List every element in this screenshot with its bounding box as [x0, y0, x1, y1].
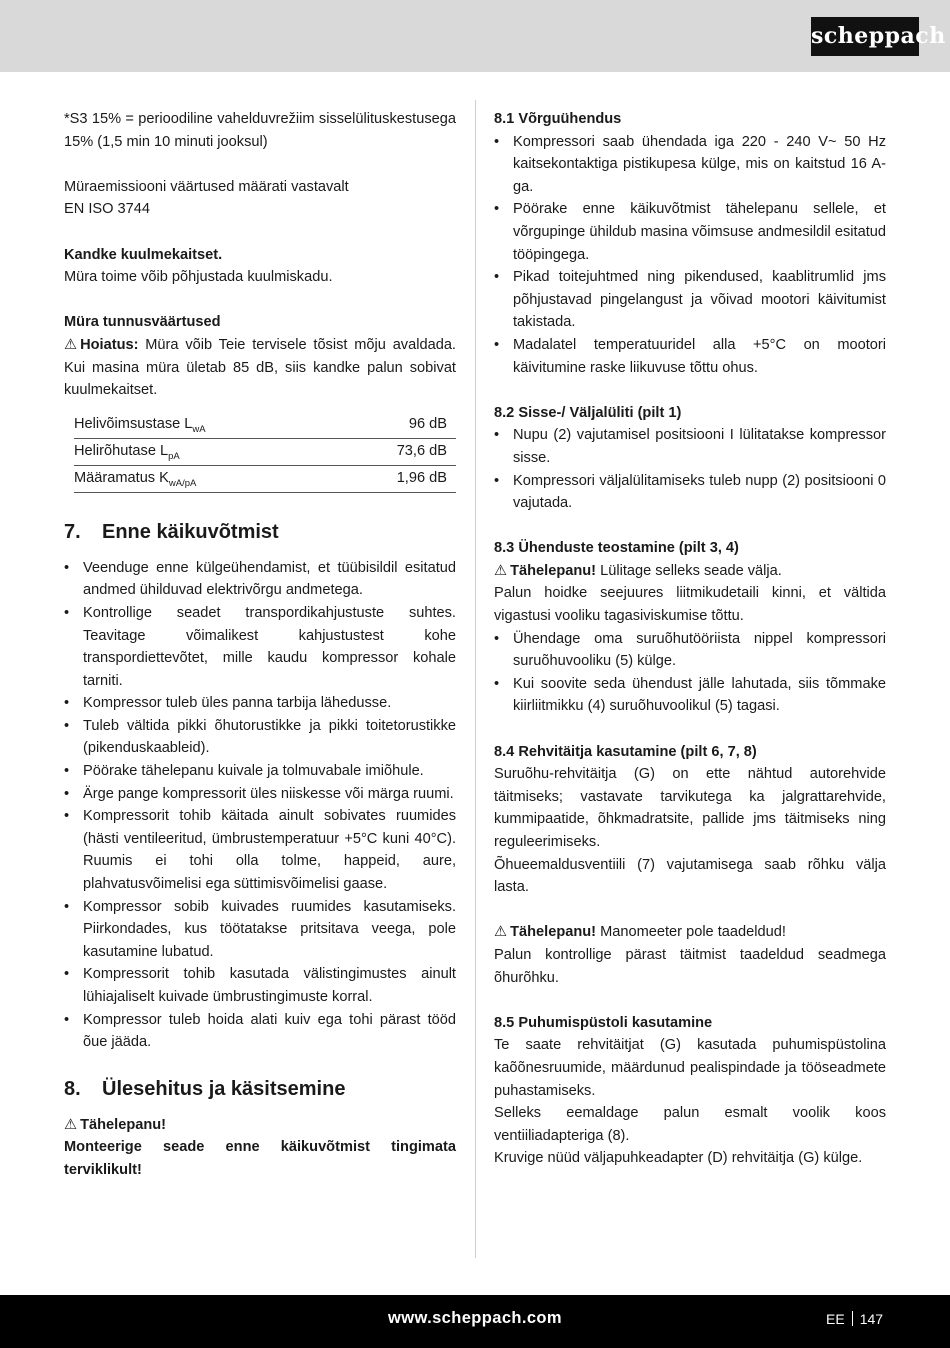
noise-measure-line1: Müraemissiooni väärtused määrati vastavalt — [64, 178, 349, 195]
list-item: • Ühendage oma suruõhutööriista nippel kompressori suruõhuvooliku (5) külge. — [494, 628, 886, 673]
section-8-2-list — [494, 424, 886, 514]
hearing-protection-text: Müra toime võib põhjustada kuulmiskadu. — [64, 269, 333, 286]
section-8-4-p2: Õhueemaldusventiili (7) vajutamisega saab rõhku välja lasta. — [494, 856, 886, 896]
noise-measure-line2: EN ISO 3744 — [64, 201, 150, 218]
list-item: • Kompressor tuleb hoida alati kuiv ega tohi pärast tööd õue jääda. — [64, 1009, 456, 1054]
scheppach-logo: scheppach — [811, 17, 919, 56]
noise-value: 96 dB — [337, 412, 456, 439]
list-item: • Nupu (2) vajutamisel positsiooni I lülitatakse kompressor sisse. — [494, 424, 886, 469]
language-code: EE — [826, 1311, 845, 1327]
section-8-5-p3: Kruvige nüüd väljapuhkeadapter (D) rehvitäitja (G) külge. — [494, 1150, 863, 1167]
list-item: • Madalatel temperatuuridel alla +5°C on mootori käivitumine raske liikuvuse tõttu ohus. — [494, 334, 886, 379]
warning-icon: ⚠ — [494, 924, 508, 941]
section-8-1-list — [494, 131, 886, 380]
section-8-4-warning: ⚠ Tähelepanu! Manomeeter pole taadeldud! — [494, 921, 886, 944]
noise-table — [74, 412, 456, 493]
table-row — [74, 438, 456, 465]
left-column — [64, 108, 456, 1182]
noise-values-title: Müra tunnusväärtused — [64, 314, 221, 331]
section-8-text: Monteerige seade enne käikuvõtmist tingimata terviklikult! — [64, 1139, 456, 1178]
hearing-protection-title: Kandke kuulmekaitset. — [64, 246, 223, 263]
header-bar — [0, 0, 950, 72]
page-indicator — [826, 1311, 883, 1327]
list-item: • Pikad toitejuhtmed ning pikendused, kaablitrumlid jms põhjustavad pingelangust ja võivad mootori käivitumist takistada. — [494, 266, 886, 334]
table-row — [74, 465, 456, 492]
section-8-4-p1: Suruõhu-rehvitäitja (G) on ette nähtud autorehvide täitmiseks; vastavate tarvikutega ka jalgrattarehvide, kummipaatide, õhkmadratsite, pallide jms täitmiseks ning reguleerimiseks. — [494, 766, 886, 850]
noise-label: Helirõhutase $L_{pA}$ — [74, 438, 337, 465]
noise-label: Helivõimsustase $L_{wA}$ — [74, 412, 337, 439]
list-item: • Kompressori väljalülitamiseks tuleb nupp (2) positsiooni 0 vajutada. — [494, 470, 886, 515]
warning-icon: ⚠ — [64, 1116, 78, 1133]
list-item: • Ärge pange kompressorit üles niiskesse või märga ruumi. — [64, 783, 456, 806]
right-column — [494, 108, 886, 1170]
list-item: • Kontrollige seadet transpordikahjustuste suhtes. Teavitage võimalikest kahjustustest kohe transpordiettevõtet, mille kaudu kompressor kohale tarniti. — [64, 602, 456, 692]
noise-value: 73,6 dB — [337, 438, 456, 465]
section-8-4-title: 8.4 Rehvitäitja kasutamine (pilt 6, 7, 8) — [494, 743, 757, 760]
section-7-list — [64, 557, 456, 1054]
noise-warning-label: Hoiatus: — [80, 336, 139, 353]
column-divider — [475, 100, 476, 1258]
table-row — [74, 412, 456, 439]
section-7-heading: 7. Enne käikuvõtmist — [64, 520, 279, 543]
section-8-5-title: 8.5 Puhumispüstoli kasutamine — [494, 1014, 713, 1031]
section-8-2-title: 8.2 Sisse-/ Väljalüliti (pilt 1) — [494, 404, 682, 421]
section-8-5-p2: Selleks eemaldage palun esmalt voolik koos ventiiliadapteriga (8). — [494, 1105, 886, 1144]
list-item: • Kompressor sobib kuivades ruumides kasutamiseks. Piirkondades, kus töötatakse pritsitava veega, pole kasutamine lubatud. — [64, 896, 456, 964]
list-item: • Tuleb vältida pikki õhutorustikke ja pikki toitetorustikke (pikenduskaableid). — [64, 715, 456, 760]
noise-value: 1,96 dB — [337, 465, 456, 492]
section-8-3-text: Palun hoidke seejuures liitmikudetaili kinni, et vältida vigastusi vooliku tagasiviskumise tõttu. — [494, 585, 886, 625]
noise-label: Määramatus $K_{wA/pA}$ — [74, 465, 337, 492]
list-item: • Kompressorit tohib kasutada välistingimustes ainult lühiajaliselt kuivade ümbrustingimuste korral. — [64, 963, 456, 1008]
website-link[interactable]: www.scheppach.com — [388, 1309, 562, 1327]
page-number: 147 — [859, 1311, 884, 1327]
list-item: • Pöörake tähelepanu kuivale ja tolmuvabale imiõhule. — [64, 760, 456, 783]
section-8-3-warning: ⚠ Tähelepanu! Lülitage selleks seade välja. — [494, 560, 886, 583]
section-8-3-title: 8.3 Ühenduste teostamine (pilt 3, 4) — [494, 540, 739, 557]
section-8-4-p3: Palun kontrollige pärast täitmist taadeldud seadmega õhurõhku. — [494, 946, 886, 986]
warning-icon: ⚠ — [64, 336, 78, 353]
section-8-3-list — [494, 628, 886, 718]
list-item: • Kompressor tuleb üles panna tarbija lähedusse. — [64, 692, 456, 715]
section-8-1-title: 8.1 Võrguühendus — [494, 111, 622, 127]
section-8-5-p1: Te saate rehvitäitjat (G) kasutada puhumispüstolina kaõõnesruumide, määrdunud pealispindade ja tööseadmete puhastamiseks. — [494, 1037, 886, 1099]
footer-bar — [0, 1295, 950, 1348]
separator — [852, 1311, 853, 1326]
s3-note: *S3 15% = perioodiline vahelduvrežiim sisselülituskestusega 15% (1,5 min 10 minuti jooksul) — [64, 111, 456, 150]
list-item: • Veenduge enne külgeühendamist, et tüübisildil esitatud andmed ühilduvad elektrivõrgu andmetega. — [64, 557, 456, 602]
noise-warning — [64, 334, 456, 402]
noise-warning-text: Müra võib Teie tervisele tõsist mõju avaldada. Kui masina müra ületab 85 dB, siis kandke palun sobivat kuulmekaitset. — [64, 336, 456, 399]
section-8-heading: 8. Ülesehitus ja käsitsemine — [64, 1077, 346, 1100]
list-item: • Kompressorit tohib käitada ainult sobivates ruumides (hästi ventileeritud, ümbrustemperatuur +5°C kuni 40°C). Ruumis ei tohi olla tolme, happeid, aure, plahvatusvõimelisi ega süttimisvõimelisi gaase. — [64, 805, 456, 895]
list-item: • Kui soovite seda ühendust jälle lahutada, siis tõmmake kiirliitmikku (4) suruõhuvoolikul (5) tagasi. — [494, 673, 886, 718]
section-8-warning: ⚠ Tähelepanu! — [64, 1114, 456, 1137]
list-item: • Kompressori saab ühendada iga 220 - 240 V~ 50 Hz kaitsekontaktiga pistikupesa külge, mis on kaitstud 16 A-ga. — [494, 131, 886, 199]
list-item: • Pöörake enne käikuvõtmist tähelepanu sellele, et võrgupinge ühildub masina võimsuse andmesildil esitatud tööpingega. — [494, 198, 886, 266]
warning-icon: ⚠ — [494, 562, 508, 579]
